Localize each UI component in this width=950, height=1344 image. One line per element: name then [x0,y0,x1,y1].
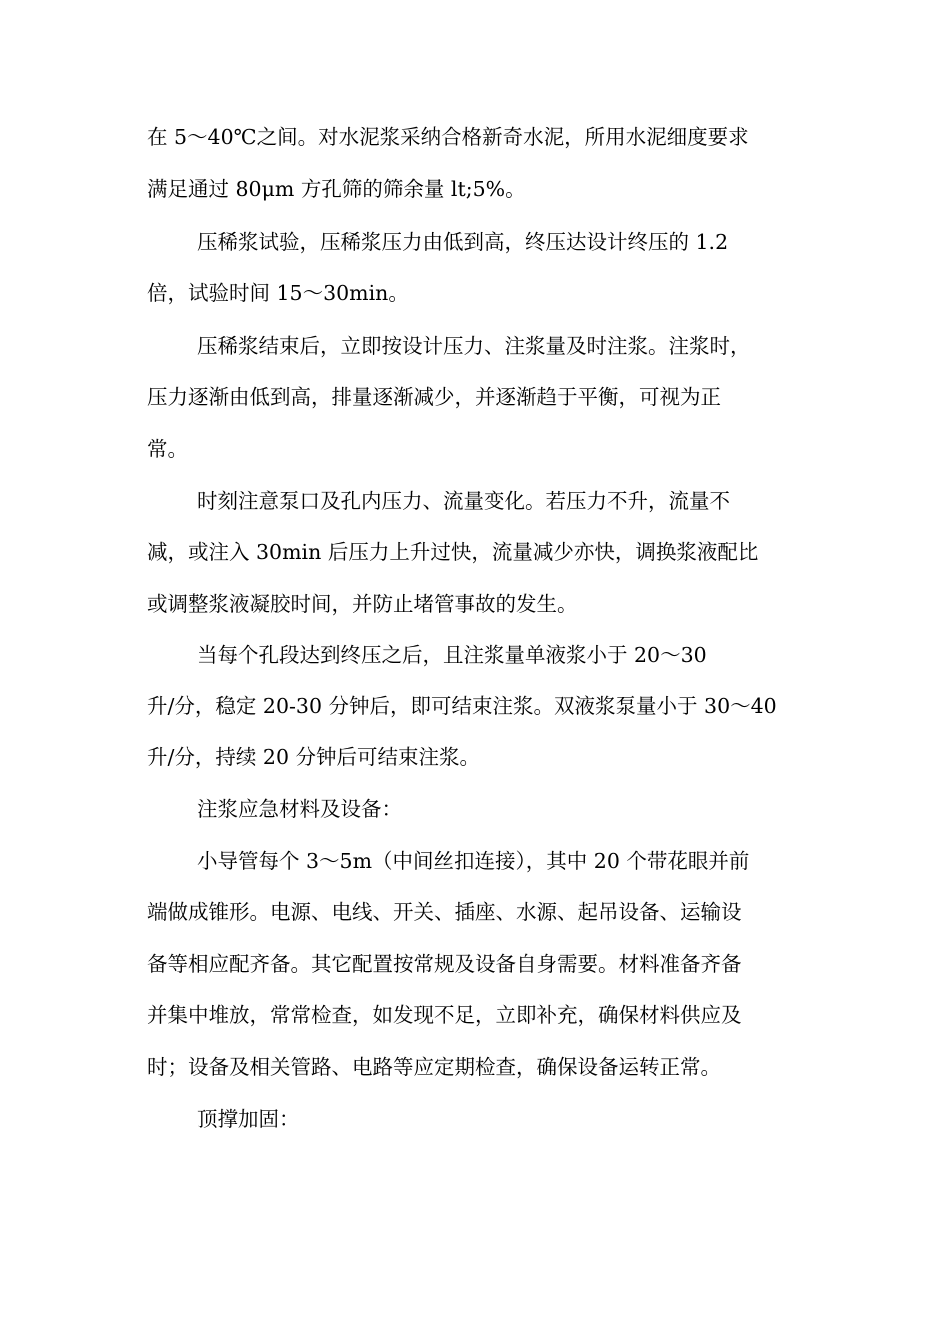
text-line: 升/分，稳定 20-30 分钟后，即可结束注浆。双液浆泵量小于 30～40 [147,694,777,718]
text-line: 减，或注入 30min 后压力上升过快，流量减少亦快，调换浆液配比 [147,540,759,564]
text-line: 时；设备及相关管路、电路等应定期检查，确保设备运转正常。 [147,1055,721,1079]
text-line: 压力逐渐由低到高，排量逐渐减少，并逐渐趋于平衡，可视为正 [147,385,721,409]
paragraph-first-line: 当每个孔段达到终压之后，且注浆量单液浆小于 20～30 [197,643,707,667]
text-line: 备等相应配齐备。其它配置按常规及设备自身需要。材料准备齐备 [147,952,742,976]
section-heading: 顶撑加固： [197,1107,300,1131]
text-line: 倍，试验时间 15～30min。 [147,281,409,305]
paragraph-first-line: 时刻注意泵口及孔内压力、流量变化。若压力不升，流量不 [197,489,730,513]
text-line: 满足通过 80μm 方孔筛的筛余量 lt;5%。 [147,177,526,201]
text-line: 或调整浆液凝胶时间，并防止堵管事故的发生。 [147,592,578,616]
text-line: 升/分，持续 20 分钟后可结束注浆。 [147,745,481,769]
section-heading: 注浆应急材料及设备： [197,797,402,821]
text-line: 在 5～40℃之间。对水泥浆采纳合格新奇水泥，所用水泥细度要求 [147,125,749,149]
paragraph-first-line: 压稀浆试验，压稀浆压力由低到高，终压达设计终压的 1.2 [197,230,729,254]
text-line: 常。 [147,437,188,461]
paragraph-first-line: 压稀浆结束后，立即按设计压力、注浆量及时注浆。注浆时， [197,334,751,358]
paragraph-first-line: 小导管每个 3～5m（中间丝扣连接），其中 20 个带花眼并前 [197,849,750,873]
text-line: 并集中堆放，常常检查，如发现不足，立即补充，确保材料供应及 [147,1003,742,1027]
text-line: 端做成锥形。电源、电线、开关、插座、水源、起吊设备、运输设 [147,900,742,924]
